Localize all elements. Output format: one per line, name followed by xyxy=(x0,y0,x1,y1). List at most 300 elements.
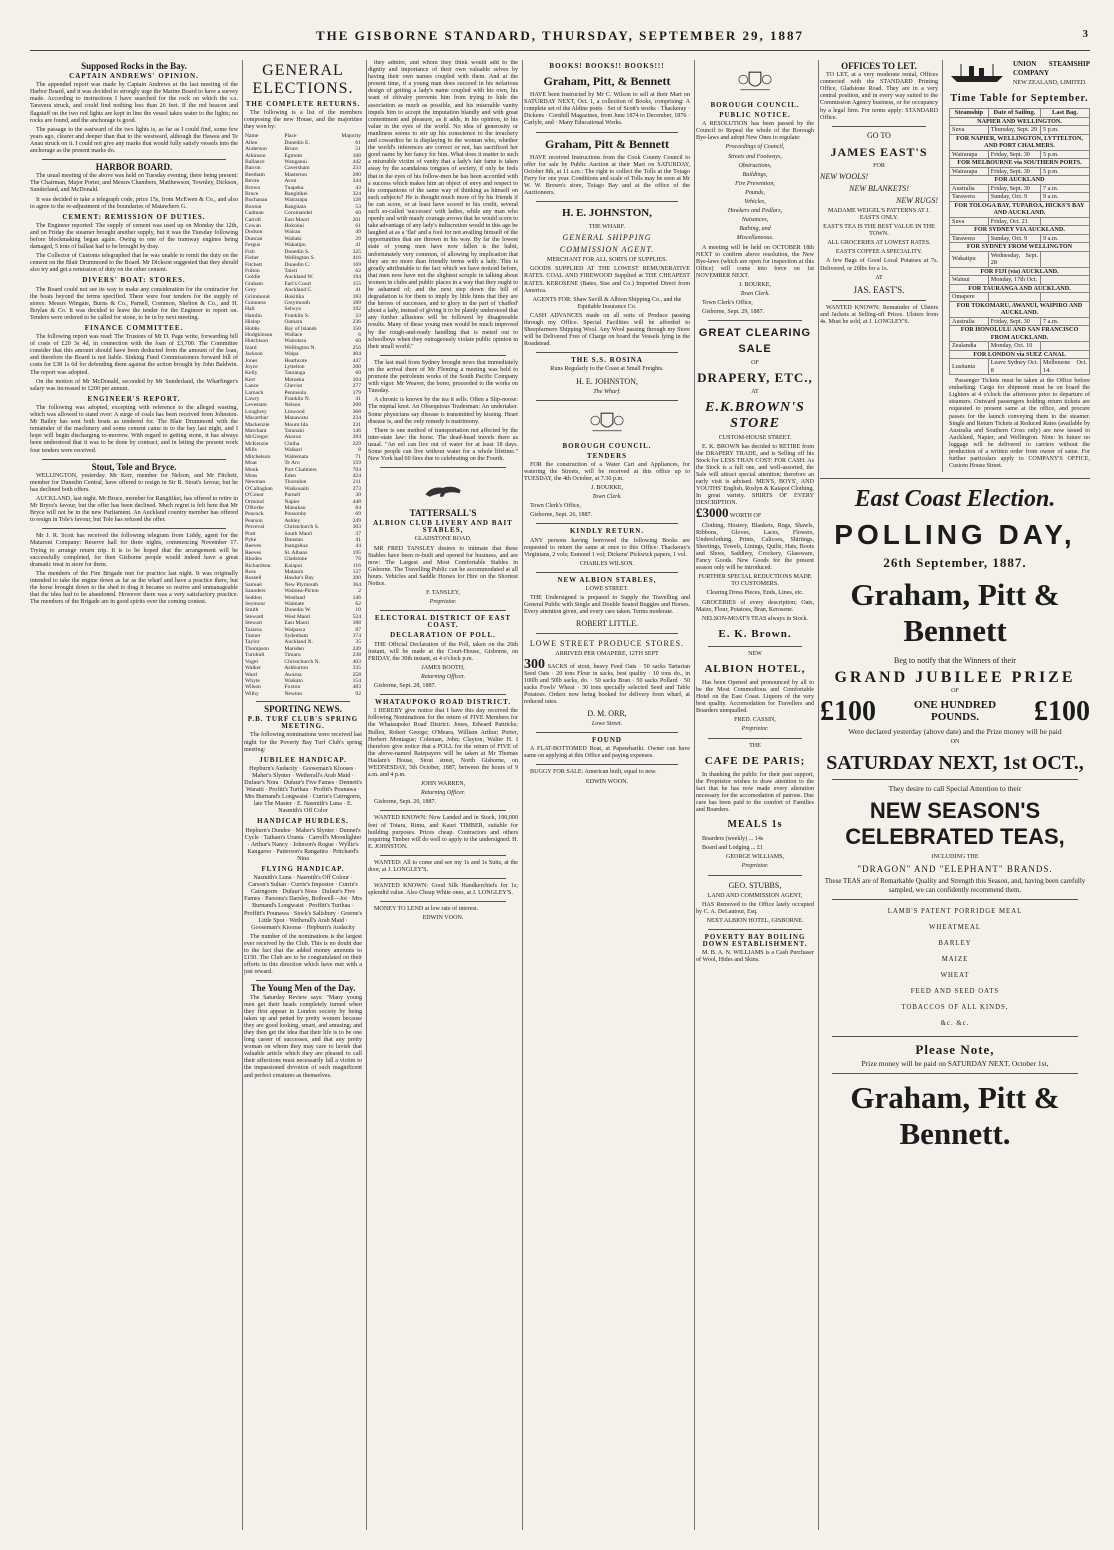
union-steamship-ad xyxy=(949,60,1090,472)
ad-role: Town Clerk. xyxy=(740,291,770,298)
majority: 76 xyxy=(355,556,361,563)
electorate: Te Aro xyxy=(284,460,300,467)
electorate: Waitaki xyxy=(284,235,302,242)
ad-body: CASH ADVANCES made on all sorts of Produce passing through my Office. Special Facilities will be afforded to Sheepfarmers Shipping Wool. Any Wool passing through my Store will be Delivered Free of Charge on board the Vessels lying in the Roadstead. xyxy=(524,312,690,348)
majority: 483 xyxy=(352,684,361,691)
ad-body: SACKS of stout, heavy Feed Oats · 50 sacks Tartarian Seed Oats · 20 tons Flour in sacks, best quality · 10 tons do., in 100lb and 50lb sacks, do. · 50 sacks Bran · 50 sacks Pollard · 50 sacks Fowls' Wheat · 30 tons specially selected Seed and Table Potatoes. Orders now being booked for delivery from wharf, at reduced rates. xyxy=(524,663,690,705)
divider xyxy=(380,901,506,902)
column-4 xyxy=(524,60,695,1530)
majority: 51 xyxy=(355,146,361,153)
member-name: Fitchett xyxy=(245,261,263,268)
majority: 41 xyxy=(355,536,361,543)
steamship: Tarawera xyxy=(950,193,989,202)
member-name: Joyce xyxy=(245,364,258,370)
electorate: Westland xyxy=(284,594,306,601)
electorate: Lyttelton xyxy=(284,364,305,370)
bylaw-item: Pounds, xyxy=(745,189,765,196)
member-name: Larnach xyxy=(245,389,264,396)
table-row xyxy=(244,691,362,697)
electorate: Bruce xyxy=(284,146,298,153)
majority: 37 xyxy=(355,530,361,537)
ad-body: A meeting will be held on OCTOBER 18th NEXT to confirm above resolution, the New Bye-laws (which are open for inspection at this Office) will come into force on 1st NOVEMBER NEXT. xyxy=(696,244,814,279)
electorate: Selwyn xyxy=(284,306,302,313)
table-row xyxy=(950,126,1090,135)
article-paragraph: The passage to the eastward of the two lights is, as far as I could find, some few years ago, clearer and deeper than that to the westward, although the Hawea and Te Anau struck on it. I could not give any marks that would fully satisfy vessels into the anchorage as the present marks do. xyxy=(30,126,238,155)
member-name: Marchant xyxy=(245,428,267,435)
member-name: Newman xyxy=(245,479,266,486)
electorate: Franklin N. xyxy=(284,396,311,403)
ad-line: AT xyxy=(875,274,883,281)
ad-money-to-lend: MONEY TO LEND at low rate of interest. xyxy=(374,906,479,913)
bylaw-item: Nuisances, xyxy=(741,217,769,224)
header-name: Name xyxy=(245,133,259,140)
member-name: Ward xyxy=(245,671,257,678)
ad-line: NELSON-MOAT'S TEAS always in Stock. xyxy=(701,615,809,622)
header-place: Place xyxy=(284,133,297,140)
sailing-schedule-table xyxy=(949,108,1090,375)
article-subtitle: CEMENT: REMISSION OF DUTIES. xyxy=(62,212,206,221)
election-rows xyxy=(244,140,362,697)
table-row xyxy=(950,167,1090,176)
member-name: McKenzie xyxy=(245,440,269,447)
ad-title-clearing-sale: GREAT CLEARING SALE xyxy=(698,327,812,356)
majority: 43 xyxy=(355,184,361,191)
majority: 416 xyxy=(352,255,361,262)
divider xyxy=(536,400,678,401)
member-name: Loughrey xyxy=(245,408,267,415)
majority: 448 xyxy=(352,498,361,505)
route-heading: FOR TOLOGA BAY, TUPAROA, HICKS'S BAY AND AUCKLAND. xyxy=(950,201,1090,217)
electorate: Avon xyxy=(284,178,297,185)
table-row xyxy=(950,293,1090,302)
majority: 277 xyxy=(352,383,361,390)
majority: 108 xyxy=(352,152,361,159)
member-name: Smith xyxy=(245,607,259,614)
table-row xyxy=(950,193,1090,202)
majority: 374 xyxy=(352,633,361,640)
route-heading: FOR MELBOURNE via SOUTHERN PORTS. xyxy=(950,159,1090,168)
majority: 231 xyxy=(352,421,361,428)
majority: 403 xyxy=(352,658,361,665)
last-bag xyxy=(1041,276,1090,285)
ad-line: GO TO xyxy=(867,130,891,140)
majority: 169 xyxy=(352,261,361,268)
member-name: Taiaroa xyxy=(245,626,262,633)
ad-body: I HEREBY give notice that I have this day received the following Nominations for the return of FIVE Members for the Whataupoko Road District: Jones, Edward Pattricks; Bullen, Robert George; O'Meara, William Arthur; Porter, Herbert Montague; Coleman, John; Clayton, Walter H. I therefore give notice that a POLL for the return of FIVE of the above-named Ratepayers will be taken at Mr Thomas Haslam's House, Stout street, North Gisborne, on WEDNESDAY, 5th October, 1887, between the hours of 9 a.m. and 4 p.m. xyxy=(368,708,518,779)
member-name: Hobbs xyxy=(245,325,260,332)
ad-line-drapery: DRAPERY, ETC., xyxy=(697,370,813,386)
electorate: Taieri xyxy=(284,267,298,274)
sailing-date: Friday, Sept. 30 xyxy=(988,167,1040,176)
member-name: Beetham xyxy=(245,171,265,178)
majority: 280 xyxy=(352,171,361,178)
electorate: Parnell xyxy=(284,492,301,499)
article-paragraph: The number of the nominations is the largest ever received by the Club. This is no doubt due to the fact that the added money amounts to £150. The Club are to be congratulated on their efforts in this direction which have met with a just reward. xyxy=(244,933,362,976)
member-name: Fisher xyxy=(245,255,259,262)
prize-amount-right: £100 xyxy=(1034,695,1090,727)
ad-line: ARRIVED PER OMAPERE, 12TH SEPT xyxy=(555,651,659,658)
majority: 62 xyxy=(355,267,361,274)
time-table-title: Time Table for September. xyxy=(950,93,1089,105)
sailing-date: Sunday, Oct. 9 xyxy=(988,193,1040,202)
article-title-young-men: The Young Men of the Day. xyxy=(250,983,356,994)
majority: 84 xyxy=(355,504,361,511)
ad-title-whataupoko: WHATAUPOKO ROAD DISTRICT. xyxy=(374,698,512,707)
bylaw-item: Obstructions, xyxy=(738,162,772,169)
electorate: Ashburton xyxy=(284,665,309,672)
electorate: Egmont xyxy=(284,152,303,159)
electorate: Oamaru xyxy=(284,319,303,326)
electorate: Gladstone xyxy=(284,556,308,563)
majority: 524 xyxy=(352,613,361,620)
article-paragraph: The last mail from Sydney brought news that immediately on the arrival there of Mr Fleming a meeting was held to promote the petroleum works of the South Pacific Company with vigor. Mr Weaver, the borer, proceeded to the works on Tuesday. xyxy=(368,359,518,395)
election-returns-table xyxy=(244,133,362,697)
member-name: Seddon xyxy=(245,594,262,601)
electorate: Inangahua xyxy=(284,543,308,550)
member-name: Taylor xyxy=(245,639,260,646)
ad-line: WORTH OF xyxy=(729,513,762,520)
ad-body: TO LET, at a very moderate rental, Offices connected with the STANDARD Printing Office, Gladstone Road. They are in a very central position, and in every way suited to the Commission Agency business, or for occupancy by a legal firm. For terms apply: STANDARD Office. xyxy=(820,72,938,121)
article-paragraph: The Board could not see its way to make any consideration for the contractor for the boats beyond the terms specified. There were four tenders for the supply of stores: Messrs Wingate, Burns & Co., Parnell, Common, Shelton & Co., and H. Boylan & Co. It was decided to leave the tender for the Engineer to report on. Tenders were ordered to be called for stone, to be in by next meeting. xyxy=(30,286,238,321)
steamship: Suva xyxy=(950,217,989,226)
majority: 92 xyxy=(355,690,361,697)
majority: 60 xyxy=(355,210,361,217)
ad-store-name: E.K.BROWN'S STORE xyxy=(705,399,805,431)
article-paragraph: The following nominations were received last night for the Poverty Bay Turf Club's spring meeting: xyxy=(244,732,362,753)
ad-role: Proprietor. xyxy=(429,599,457,606)
ad-line: They desire to call Special Attention to their xyxy=(888,783,1022,793)
majority: 447 xyxy=(352,357,361,364)
member-name: Withy xyxy=(245,690,259,697)
member-name: Turnbull xyxy=(245,652,265,659)
article-subtitle: DIVERS' BOAT: STORES. xyxy=(82,276,186,285)
divider xyxy=(536,352,678,353)
electorate: Ashley xyxy=(284,517,301,524)
majority: 62 xyxy=(355,601,361,608)
ad-signature: D. M. ORR, xyxy=(587,709,627,719)
electorate: Mataura xyxy=(284,569,304,575)
electorate: West Maori xyxy=(284,613,311,620)
ad-james-east: JAMES EAST'S xyxy=(830,144,928,159)
page-number: 3 xyxy=(1082,28,1090,40)
majority: 368 xyxy=(352,408,361,415)
ad-title-albion-hotel: ALBION HOTEL, xyxy=(704,662,806,675)
column-6 xyxy=(820,60,1090,1530)
polling-date: 26th September, 1887. xyxy=(883,555,1027,571)
divider xyxy=(380,810,506,811)
bylaw-item: Miscellaneous. xyxy=(736,235,774,242)
ad-line: GENERAL SHIPPING xyxy=(562,233,652,243)
table-row xyxy=(950,217,1090,226)
majority: 127 xyxy=(352,569,361,575)
ad-line: Beg to notify that the Winners of their xyxy=(894,656,1016,666)
member-name: Reeves xyxy=(245,549,262,556)
steamship: Wairarapa xyxy=(950,167,989,176)
majority: 61 xyxy=(355,139,361,146)
ad-line: Were declared yesterday (above date) and the Prize money will be paid xyxy=(848,727,1062,737)
electorate: St. Albans xyxy=(284,549,308,556)
goods-item: WHEAT xyxy=(940,971,970,979)
ad-body: Passenger Tickets must be taken at the Office before embarking. Cargo for shipment must be on board the Lighters at 4 o'clock the afternoon prior to departure of steamers. Outward passengers holding return tickets are requested to present same at the office, and procure passes for the launch conveying them to the steamer. Single and Return Tickets at Reduced Rates (available by Australia and Southern Cross only) are now issued to Auckland, Napier, and Wellington. Note: In future no luggage will be delivered to carriers without the production of a written order from owner of same. For further particulars apply to COMPANY'S OFFICE, Custom House Street. xyxy=(949,378,1090,470)
electorate: Franklin S. xyxy=(284,312,310,319)
member-name: Mills xyxy=(245,447,257,454)
column-3 xyxy=(368,60,523,1530)
newspaper-columns xyxy=(30,60,1090,1530)
article-title-stout: Stout, Tole and Bryce. xyxy=(91,461,177,472)
majority: 233 xyxy=(352,165,361,172)
ad-line: NEW WOOLS! xyxy=(820,171,869,181)
electorate: Dunedin W. xyxy=(284,607,312,614)
electorate: New Plymouth xyxy=(284,581,319,588)
majority: 303 xyxy=(352,524,361,531)
electorate: Coromandel xyxy=(284,210,313,217)
ad-role: Returning Officer. xyxy=(420,790,465,797)
member-name: Cowan xyxy=(245,223,261,230)
member-name: Thompson xyxy=(245,645,269,652)
ad-title-books: BOOKS! BOOKS!! BOOKS!!! xyxy=(549,62,665,70)
article-title-harbor: HARBOR BOARD. xyxy=(95,162,173,173)
prize-amount-left: £100 xyxy=(820,695,876,727)
electorate: Nelson xyxy=(284,402,301,409)
electorate: East Maori xyxy=(284,216,310,223)
majority: 229 xyxy=(352,440,361,447)
member-name: Atkinson xyxy=(245,152,266,159)
electorate: Waikouaiti xyxy=(284,485,309,492)
electorate: Wairarapa xyxy=(284,197,308,204)
electorate: Wellington N. xyxy=(284,344,316,351)
divider xyxy=(708,738,802,739)
divider xyxy=(536,732,678,733)
electorate: Waikato xyxy=(284,677,303,684)
member-name: Bevan xyxy=(245,178,260,185)
ad-title-borough: BOROUGH COUNCIL. xyxy=(562,441,652,450)
majority: 30 xyxy=(355,492,361,499)
member-name: Rhodes xyxy=(245,556,262,563)
member-name: Goldie xyxy=(245,274,261,281)
east-coast-election-title: East Coast Election. xyxy=(854,486,1056,513)
ad-wanted-timber: WANTED KNOWN: Now Landed and in Stock, 100,000 feet of Totara, Rimu, and Kauri TIMBER, suitable for building purposes. Prices cheap. Contractors and others requiring Timber will do well to apply to the undersigned. H. E. JOHNSTON. xyxy=(368,815,518,850)
member-name: Anderson xyxy=(245,146,267,153)
divider xyxy=(832,126,926,127)
ad-title-electoral: ELECTORAL DISTRICT OF EAST COAST. xyxy=(374,614,512,630)
majority: 324 xyxy=(352,191,361,198)
member-name: O'Rorke xyxy=(245,504,264,511)
member-name: O'Conor xyxy=(245,492,265,499)
member-name: Cadman xyxy=(245,210,264,217)
ad-firm-name: Graham, Pitt & Bennett xyxy=(545,136,669,151)
electorate: Dunedin S. xyxy=(284,248,310,255)
steamship: Omapere xyxy=(950,293,989,302)
article-subtitle: P.B. TURF CLUB'S SPRING MEETING. xyxy=(247,715,359,731)
ad-body: In thanking the public for their past support, the Proprietor wishes to draw attention to the fact that he has now made every alteration necessary for the accomodation of patrons. Due care has been paid to the comfort of Families and Boarders. xyxy=(696,771,814,814)
electorate: Sydenham xyxy=(284,633,309,640)
member-name: Graham xyxy=(245,280,264,287)
bylaw-list xyxy=(696,144,814,242)
ad-body: A few Bags of Good Local Potatoes at 7s. Delivered, or 20lbs for a 1s. xyxy=(820,258,938,272)
ad-line: EAST'S COFFEE A SPECIALITY. xyxy=(835,249,923,256)
majority: 256 xyxy=(352,344,361,351)
member-name: Pratt xyxy=(245,530,256,537)
bylaw-item: Vehicles, xyxy=(744,199,766,206)
ad-body: THE Official Declaration of the Poll, taken on the 26th instant, will be made at the Court-House, Gisborne, on FRIDAY, the 30th instant, at 4 o'clock p.m. xyxy=(368,641,518,662)
majority: 60 xyxy=(355,370,361,377)
article-paragraph: The following report was read: The Trustees of Mr D. Page write, forwarding bill of costs of £20 3s 4d, in connection with the loan of £3,700. The Committee consider that this amount should have been deducted from the amount of the loan, and therefore the Board is not liable. Sinking Fund Commissioners forward bill of costs for £38 1s 6d for defending them against the action brought by John Baldwin. The report was adopted. xyxy=(30,334,238,376)
member-name: Jones xyxy=(245,357,258,364)
last-bag xyxy=(1041,293,1090,302)
majority: 2 xyxy=(358,588,361,595)
member-name: Moat xyxy=(245,460,257,467)
electorate: Taranaki xyxy=(284,428,304,435)
member-name: Ormond xyxy=(245,498,264,505)
steamship-icon xyxy=(949,60,1009,84)
majority: 60 xyxy=(355,338,361,345)
electorate: Awarua xyxy=(284,671,302,678)
electorate: Linwood xyxy=(284,408,305,415)
bylaw-item: Hawkers and Pedlars, xyxy=(727,208,783,215)
steamship: Lusitania xyxy=(950,359,989,375)
table-row xyxy=(950,226,1090,235)
electorate: Waipa xyxy=(284,351,299,358)
member-name: Levestam xyxy=(245,402,267,409)
electorate: Cheviot xyxy=(284,383,303,390)
ad-line: OF xyxy=(751,360,759,367)
electorate: Dunedin C. xyxy=(284,261,311,268)
ad-role: Proprietor. xyxy=(741,863,769,870)
sailing-date: Wednesday, Sept. 28 xyxy=(988,251,1040,267)
member-name: Wilson xyxy=(245,684,261,691)
member-name: Hutchison xyxy=(245,338,268,345)
offices-to-let-ad xyxy=(820,60,943,472)
article-paragraph: The appended report was made by Captain Andrews at the last meeting of the Harbor Board, and it was decided to strongly urge the Marine Board to have a survey made. According to instructions I have searched for the rock on which the s.s. Taravera struck, and could find nothing less than 26 feet. If the red beacon and flagstaff on the two red lights are kept in line the vessel takes water to the lights; no rocks are found, and the anchorage is good. xyxy=(30,82,238,124)
electorate: Waitotara xyxy=(284,338,306,345)
goods-item: MAIZE xyxy=(941,955,969,963)
article-title-sporting: SPORTING NEWS. xyxy=(264,704,342,715)
divider xyxy=(380,355,506,356)
table-row xyxy=(950,234,1090,243)
divider xyxy=(380,694,506,695)
steamship: Wainui xyxy=(950,276,989,285)
bylaw-item: Fire Prevention, xyxy=(735,180,775,187)
bylaw-item: Streets and Footways, xyxy=(728,153,782,160)
header-steamship: Steamship xyxy=(950,109,989,118)
majority: 188 xyxy=(352,620,361,627)
ad-firm-name: Graham, Pitt, & Bennett xyxy=(543,74,671,89)
article-paragraph: Mr J. R. Scott has received the following telegram from Liddy, agent for the Mataroni Company: Reserve hall for three nights, commencing November 17. Trying to arrange return trip. It is to be hoped that the arrangement will be successfully completed, for then Gisborne people would indeed have a great dramatic treat in store for them. xyxy=(30,533,238,568)
ad-body: M. B. A. N. WILLIAMS is a Cash Purchaser of Wool, Hides and Skins. xyxy=(696,950,814,964)
table-row xyxy=(950,176,1090,185)
nomination-list: Hepburn's Dundee · Maher's Slynter · Dunnet's Cycle · Tatham's Urania · Carroll's Moonlighter · Arthur's Nancy · Johnson's Rogue · Wyllie's Kangaroo · Patterson's Rangatira · Pritchard's Nina xyxy=(244,827,362,862)
article-paragraph: A chronic is known by the tea it sells. Often a Slip-noose: The nuptial knot. An Obsequious Tradesman: An undertaker. Some physicians say disease is transmitted by kissing. Heart disease is, and the only remedy is matrimony. xyxy=(368,397,518,425)
electorate: Waikari xyxy=(284,447,302,454)
majority: 249 xyxy=(352,517,361,524)
divider xyxy=(832,1036,1078,1037)
electorate: Auckland C. xyxy=(284,287,313,294)
sailing-date: Friday, Sept. 30 xyxy=(988,317,1040,326)
electorate: Masterton xyxy=(284,171,308,178)
bylaw-item: Proceedings of Council, xyxy=(725,144,785,151)
goods-item: &c. &c. xyxy=(940,1019,970,1027)
member-name: Richardson xyxy=(245,562,271,569)
steamship: Suva xyxy=(950,126,989,135)
column-1 xyxy=(30,60,243,1530)
article-paragraph: The Engineer reported: The supply of cement was used up on Monday the 12th, and on Friday the steamer brought another supply, but it was the Tuesday following before blockmaking began again. Owing to one of the tramway engines being damaged, 5 tons of ballast had to be brought by dray. xyxy=(30,222,238,251)
electorate: Motueka xyxy=(284,376,305,383)
member-name: Buchanan xyxy=(245,197,268,204)
column-5 xyxy=(696,60,819,1530)
ad-line: MADAME WEIGEL'S PATTERNS AT J. EAST'S ONLY. xyxy=(827,207,931,221)
member-name: Mackenzie xyxy=(245,421,270,428)
article-paragraph: There is one method of transportation not affected by the inter-state law: the horse. The dead-head travels there as usual. "An eel can live out of water for at least 18 days. Some people can live without water for a whole lifetime." New York had 60 fires due to celebrating on the Fourth. xyxy=(368,427,518,463)
ad-date: Gisborne, Sept. 29, 1887. xyxy=(702,309,765,316)
electorate: Rangitikei xyxy=(284,191,308,198)
electorate: East Maori xyxy=(284,620,310,627)
majority: 35 xyxy=(355,639,361,646)
majority: 335 xyxy=(352,665,361,672)
ad-signature: JOHN WARREN, xyxy=(420,781,466,788)
majority: 344 xyxy=(352,178,361,185)
majority: 404 xyxy=(352,351,361,358)
horse-engraving-icon xyxy=(421,472,465,506)
member-name: Perceval xyxy=(245,524,265,531)
table-row xyxy=(950,243,1090,252)
majority: 249 xyxy=(352,645,361,652)
ad-title-steamship: UNION STEAMSHIP COMPANY xyxy=(1013,60,1090,77)
last-bag xyxy=(1041,342,1090,351)
ad-body: BUGGY FOR SALE: American built, equal to new. xyxy=(530,769,657,776)
majority: 150 xyxy=(352,325,361,332)
ad-wanted-suits: WANTED: All to come and see my 1s and 1s Suits, at the door, at J. LONGLEY'S. xyxy=(368,859,518,873)
ad-line: Prize money will be paid on SATURDAY NEXT, October 1st, xyxy=(861,1058,1049,1068)
member-name: Grey xyxy=(245,287,257,294)
steamship: Tarawera xyxy=(950,234,989,243)
electorate: Akaroa xyxy=(284,434,301,441)
majority: 154 xyxy=(352,677,361,684)
table-row xyxy=(950,117,1090,126)
ad-address: Lowe Street. xyxy=(591,721,623,728)
member-name: Duncan xyxy=(245,235,263,242)
last-bag: 7 a.m. xyxy=(1041,184,1090,193)
member-name: Saunders xyxy=(245,588,266,595)
majority: 29 xyxy=(355,235,361,242)
ad-line: NEW xyxy=(748,650,762,657)
ad-body: ANY persons having borrowed the following Books are requested to return the same at once to this Office: Thackeray's Virginians, 2 vols; Esmond 1 vol; Dickens' Pickwick papers, 1 vol. xyxy=(524,537,690,558)
table-row xyxy=(950,284,1090,293)
table-row xyxy=(950,359,1090,375)
ad-body: GOODS SUPPLIED AT THE LOWEST REMUNERATIVE RATES. COAL AND FIREWOOD Supplied at THE CHEAPEST RATES. KEROSENE (Bates, Sise and Co.) Imported Direct from America. xyxy=(524,266,690,294)
table-row xyxy=(950,184,1090,193)
divider xyxy=(820,478,1090,479)
majority: 194 xyxy=(352,274,361,281)
last-bag: 9 a.m. xyxy=(1041,234,1090,243)
majority: 390 xyxy=(352,575,361,582)
sailing-date: Leave Sydney Oct. 8 xyxy=(988,359,1040,375)
ad-subtitle: PUBLIC NOTICE. xyxy=(719,111,791,120)
last-bag: 9 a.m. xyxy=(1041,193,1090,202)
masthead-title: THE GISBORNE STANDARD, THURSDAY, SEPTEMBER 29, 1887 xyxy=(315,28,805,43)
new-season-teas: NEW SEASON'S CELEBRATED TEAS, xyxy=(845,797,1065,849)
ad-body: HAVE received Instructions from the Cook County Council to offer for sale by Public Auction at their Mart on SATURDAY, October 8th, at 11 a.m.: The right to collect the Tolls at the Toiago Ferry for one year. Conditions and scale of Tolls may be seen at Mr W. W. Brown's store, Toiago Bay and at the office of the Auctioneers. xyxy=(524,154,690,197)
member-name: Whyte xyxy=(245,677,260,684)
electorate: Marsden xyxy=(284,645,304,652)
ad-body: HAVE been Instructed by Mr C. Wilson to sell at their Mart on SATURDAY NEXT, Oct. 1, a collection of Books, comprising: A complete set of the Aldine poets · Set of Scott's works · Thackeray · Dickens · Cornhill Magazines, from June 1874 to December, 1876 · Carlyle, and · Many Educational Works. xyxy=(524,92,690,127)
ad-role: The Wharf. xyxy=(593,388,621,395)
ad-signature: F. TANSLEY, xyxy=(426,590,460,597)
electorate: Wellington S. xyxy=(284,255,316,262)
ad-line: FOR xyxy=(873,162,885,169)
article-paragraph: they admire, and whom they think would add to the dignity and importance of their own valuable selves by having their own names coupled with them. And at the present time, if a young man does succeed in his nefarious design of getting a lady's name coupled with his own, his want of chivalry prevents him from trying to hide the association as much as possible, and his miserable vanity impels him to accept the imputation blandly and with great contentment and pleasure, as it adds, in his opinion, to his value in the eyes of the world. No idea of generosity or manliness seems to stir up his conscience to the treachery and cowardice he is displaying to the woman who, whether the world's inferences are correct or not, has sacrificed her good name by her fancy for him. What does it matter to such a miserable victim of vanity that a lady's fair fame is taken away by the scandalous tongues of society, if only he feels that in the eyes of his follow-men he has been accorded with a success which makes him an object of envy and respect to his companions of the same way of thinking as himself on such subjects? He is thought much more of by his friends if he can score, or at least have scored to his credit, several such so-called 'successes' with ladies, while any man who openly and with manly courage avows that he would scorn to take advantage of any lady's indiscretion would in this age be laughed at as a 'flat' and a fool for not availing himself of the opportunities that are thrown in his way. By far the lowest state of young men have now fallen is the habit, unfortunately very common, of allowing by implication that they are no more than friendly terms with a lady. This is greatly attributable to the fact which we have noticed before, that men now have not the slightest scruple in talking about women in clubs and public places in a way that they ought to be ashamed of; and the next step down the hill of degradation is for them to imply by little hints that they are the heroes of successes, and to glory in the part of 'chaffed' about a lady, instead of giving it to be plainly understood that any further allusions will be followed by disagreeable results. Many of these young men would be much improved by the rough-and-ready handling that is meted out to schoolboys when they outrageously violate public opinion in their small world." xyxy=(368,60,518,350)
ad-body: Clothing, Hosiery, Blankets, Rugs, Shawls, Ribbons, Gloves, Laces, Flowers, Underclothing, Prints, Calicoes, Shirtings, Sheetings, Towels, Linings, Quilts, Hats, Boots and Shoes, Saddlery, Crockery, Glassware, Fancy Goods. New Goods for the present season only will be introduced. xyxy=(696,522,814,572)
member-name: O'Callaghan xyxy=(245,485,273,492)
